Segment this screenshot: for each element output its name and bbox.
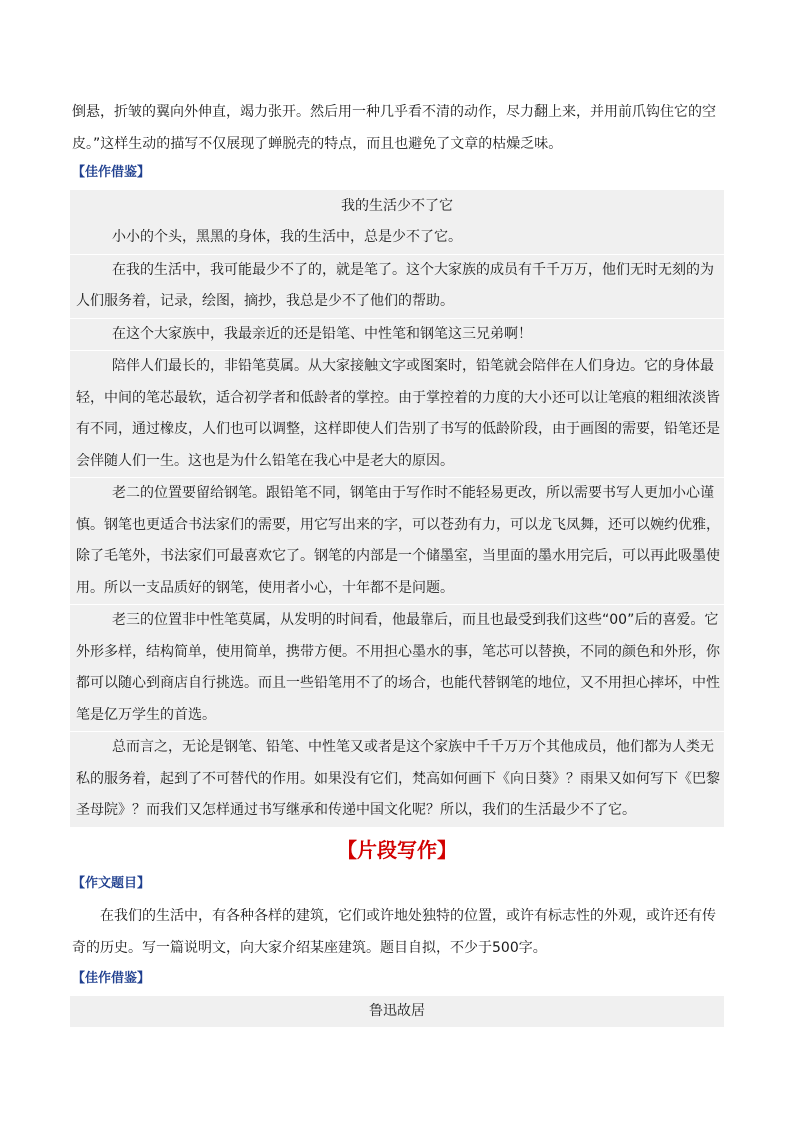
essay-block: [70, 190, 724, 828]
essay-paragraph: 老二的位置要留给钢笔。跟铅笔不同，钢笔由于写作时不能轻易更改，所以需要书写人更加小心谨慎。钢笔也更适合书法家们的需要，用它写出来的字，可以苍劲有力，可以龙飞凤舞，还可以婉约优雅，除了毛笔外，书法家们可最喜欢它了。钢笔的内部是一个储墨室，当里面的墨水用完后，可以再此吸墨使用。所以一支品质好的钢笔，使用者小心，十年都不是问题。: [70, 478, 724, 605]
essay-paragraph: 老三的位置非中性笔莫属，从发明的时间看，他最靠后，而且也最受到我们这些“00”后的喜爱。它外形多样，结构简单，使用简单，携带方便。不用担心墨水的事，笔芯可以替换，不同的颜色和外形，你都可以随心到商店自行挑选。而且一些铅笔用不了的场合，也能代替钢笔的地位，又不用担心摔坏，中性笔是亿万学生的首选。: [70, 605, 724, 732]
section-label-example: 【佳作借鉴】: [72, 165, 151, 180]
section-label-example-2: 【佳作借鉴】: [72, 971, 151, 986]
essay-paragraph: 陪伴人们最长的，非铅笔莫属。从大家接触文字或图案时，铅笔就会陪伴在人们身边。它的身体最轻，中间的笔芯最软，适合初学者和低龄者的掌控。由于掌控着的力度的大小还可以让笔痕的粗细浓淡皆有不同，通过橡皮，人们也可以调整，这样即使人们告别了书写的低龄阶段，由于画图的需要，铅笔还是会伴随人们一生。这也是为什么铅笔在我心中是老大的原因。: [70, 351, 724, 478]
essay-title-2: 鲁迅故居: [70, 996, 724, 1027]
essay-paragraph: 小小的个头，黑黑的身体，我的生活中，总是少不了它。: [70, 222, 724, 255]
essay-paragraph: 在我的生活中，我可能最少不了的，就是笔了。这个大家族的成员有千千万万，他们无时无刻的为人们服务着，记录，绘图，摘抄，我总是少不了他们的帮助。: [70, 255, 724, 319]
essay-title: 我的生活少不了它: [341, 198, 453, 214]
intro-paragraph: 倒悬，折皱的翼向外伸直，竭力张开。然后用一种几乎看不清的动作，尽力翻上来，并用前爪钩住它的空皮。”这样生动的描写不仅展现了蝉脱壳的特点，而且也避免了文章的枯燥乏味。: [72, 104, 716, 152]
prompt-paragraph: 在我们的生活中，有各种各样的建筑，它们或许地处独特的位置，或许有标志性的外观，或许还有传奇的历史。写一篇说明文，向大家介绍某座建筑。题目自拟，不少于500字。: [72, 908, 716, 956]
essay-paragraph: 总而言之，无论是钢笔、铅笔、中性笔又或者是这个家族中千千万万个其他成员，他们都为人类无私的服务着，起到了不可替代的作用。如果没有它们，梵高如何画下《向日葵》？雨果又如何写下《巴黎圣母院》？而我们又怎样通过书写继承和传递中国文化呢？所以，我们的生活最少不了它。: [70, 732, 724, 828]
essay-paragraph: 在这个大家族中，我最亲近的还是铅笔、中性笔和钢笔这三兄弟啊！: [70, 319, 724, 352]
section-heading: 【片段写作】: [337, 838, 457, 862]
section-label-prompt: 【作文题目】: [72, 876, 151, 891]
